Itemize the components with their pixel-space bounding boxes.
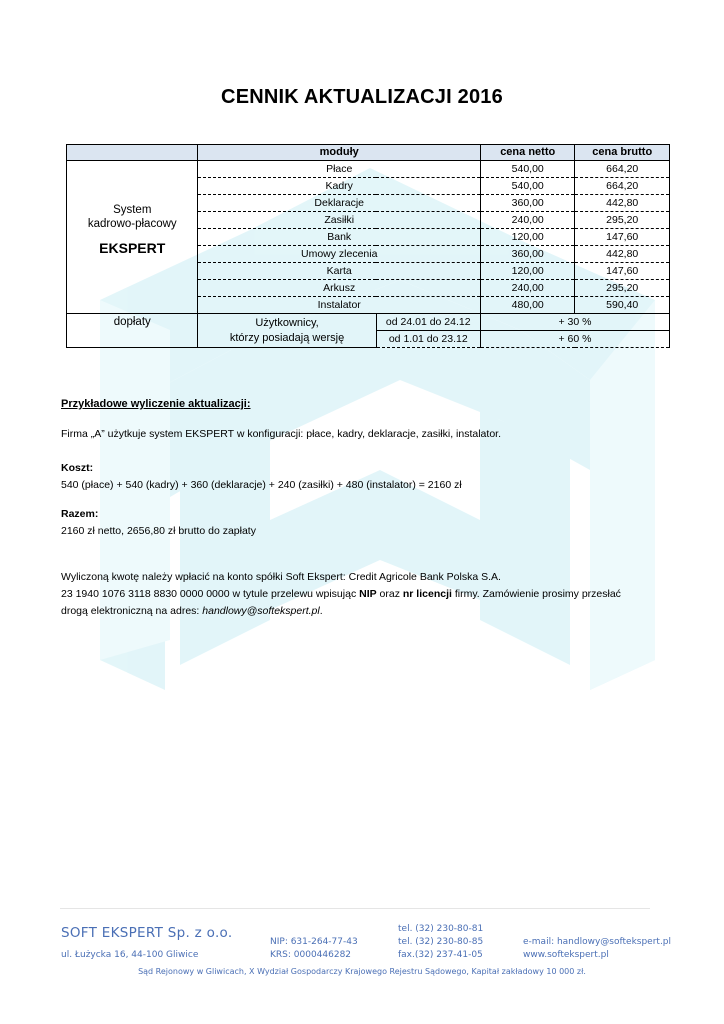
cost-text: 540 (płace) + 540 (kadry) + 360 (deklaracje) + 240 (zasiłki) + 480 (instalator) = 2160 zł xyxy=(61,479,462,491)
gross-price: 664,20 xyxy=(575,161,670,178)
version-range: od 24.01 do 24.12 xyxy=(376,314,480,331)
gross-price: 664,20 xyxy=(575,178,670,195)
module-name: Karta xyxy=(198,263,480,280)
payment-text: drogą elektroniczną na adres: xyxy=(61,605,203,617)
payment-text: . xyxy=(319,605,323,617)
footer-address: ul. Łużycka 16, 44-100 Gliwice xyxy=(61,950,199,960)
users-line-2: którzy posiadają wersję xyxy=(229,332,345,344)
gross-price: 295,20 xyxy=(575,212,670,229)
footer-tel-2: tel. (32) 230-80-85 xyxy=(398,937,484,947)
module-name: Bank xyxy=(198,229,480,246)
example-heading: Przykładowe wyliczenie aktualizacji: xyxy=(61,398,251,410)
net-price: 240,00 xyxy=(480,212,575,229)
header-gross: cena brutto xyxy=(575,145,670,161)
footer-court-info: Sąd Rejonowy w Gliwicach, X Wydział Gospodarczy Krajowego Rejestru Sądowego, Kapitał zakładowy 10 000 zł. xyxy=(138,967,586,976)
footer-tel-1: tel. (32) 230-80-81 xyxy=(398,924,484,934)
gross-price: 442,80 xyxy=(575,195,670,212)
net-price: 120,00 xyxy=(480,229,575,246)
footer-company: SOFT EKSPERT Sp. z o.o. xyxy=(61,925,233,941)
table-header-row xyxy=(67,145,670,161)
example-section xyxy=(61,396,661,413)
net-price: 480,00 xyxy=(480,297,575,314)
footer-krs: KRS: 0000446282 xyxy=(270,950,352,960)
total-block xyxy=(61,506,661,540)
payment-line-2 xyxy=(61,586,671,603)
payment-text: oraz xyxy=(376,588,403,600)
system-cell xyxy=(67,161,198,314)
brand-name: EKSPERT xyxy=(99,240,166,256)
cost-label: Koszt: xyxy=(61,462,94,474)
gross-price: 295,20 xyxy=(575,280,670,297)
payment-paragraph xyxy=(61,569,671,620)
footer-divider xyxy=(60,908,650,909)
gross-price: 442,80 xyxy=(575,246,670,263)
total-label: Razem: xyxy=(61,508,99,520)
net-price: 540,00 xyxy=(480,178,575,195)
payment-line-3 xyxy=(61,603,671,620)
order-email[interactable]: handlowy@softekspert.pl xyxy=(202,605,320,617)
module-name: Płace xyxy=(198,161,480,178)
net-price: 240,00 xyxy=(480,280,575,297)
page-title: CENNIK AKTUALIZACJI 2016 xyxy=(221,86,503,108)
module-name: Deklaracje xyxy=(198,195,480,212)
net-price: 540,00 xyxy=(480,161,575,178)
system-line-1: System xyxy=(113,204,152,216)
header-modules: moduły xyxy=(198,145,480,161)
nip-emphasis: NIP xyxy=(359,588,377,600)
footer-email[interactable]: e-mail: handlowy@softekspert.pl xyxy=(523,937,672,947)
table-row xyxy=(67,161,670,178)
module-name: Kadry xyxy=(198,178,480,195)
header-empty-cell xyxy=(67,145,198,161)
net-price: 360,00 xyxy=(480,195,575,212)
footer-fax: fax.(32) 237-41-05 xyxy=(398,950,483,960)
payment-text: 23 1940 1076 3118 8830 0000 0000 w tytule przelewu wpisując xyxy=(61,588,360,600)
gross-price: 147,60 xyxy=(575,229,670,246)
surcharge-row xyxy=(67,314,670,331)
system-label xyxy=(67,161,197,231)
module-name: Arkusz xyxy=(198,280,480,297)
payment-line-1: Wyliczoną kwotę należy wpłacić na konto spółki Soft Ekspert: Credit Agricole Bank Polska S.A. xyxy=(61,571,501,583)
version-range: od 1.01 do 23.12 xyxy=(376,331,480,348)
payment-text: firmy. Zamówienie prosimy przesłać xyxy=(451,588,621,600)
cost-block xyxy=(61,460,661,494)
license-emphasis: nr licencji xyxy=(402,588,452,600)
total-text: 2160 zł netto, 2656,80 zł brutto do zapłaty xyxy=(61,525,256,537)
net-price: 360,00 xyxy=(480,246,575,263)
surcharge-value: + 60 % xyxy=(480,331,669,348)
surcharge-label: dopłaty xyxy=(67,314,198,348)
gross-price: 147,60 xyxy=(575,263,670,280)
header-net: cena netto xyxy=(480,145,575,161)
footer-www[interactable]: www.softekspert.pl xyxy=(523,950,609,960)
users-cell xyxy=(198,314,376,348)
surcharge-value: + 30 % xyxy=(480,314,669,331)
module-name: Zasiłki xyxy=(198,212,480,229)
price-table xyxy=(66,144,670,348)
module-name: Umowy zlecenia xyxy=(198,246,480,263)
net-price: 120,00 xyxy=(480,263,575,280)
gross-price: 590,40 xyxy=(575,297,670,314)
system-line-2: kadrowo-płacowy xyxy=(87,218,177,230)
footer-nip: NIP: 631-264-77-43 xyxy=(270,937,358,947)
module-name: Instalator xyxy=(198,297,480,314)
users-line-1: Użytkownicy, xyxy=(255,317,319,329)
firm-paragraph: Firma „A” użytkuje system EKSPERT w konfiguracji: płace, kadry, deklaracje, zasiłki, instalator. xyxy=(61,428,501,440)
